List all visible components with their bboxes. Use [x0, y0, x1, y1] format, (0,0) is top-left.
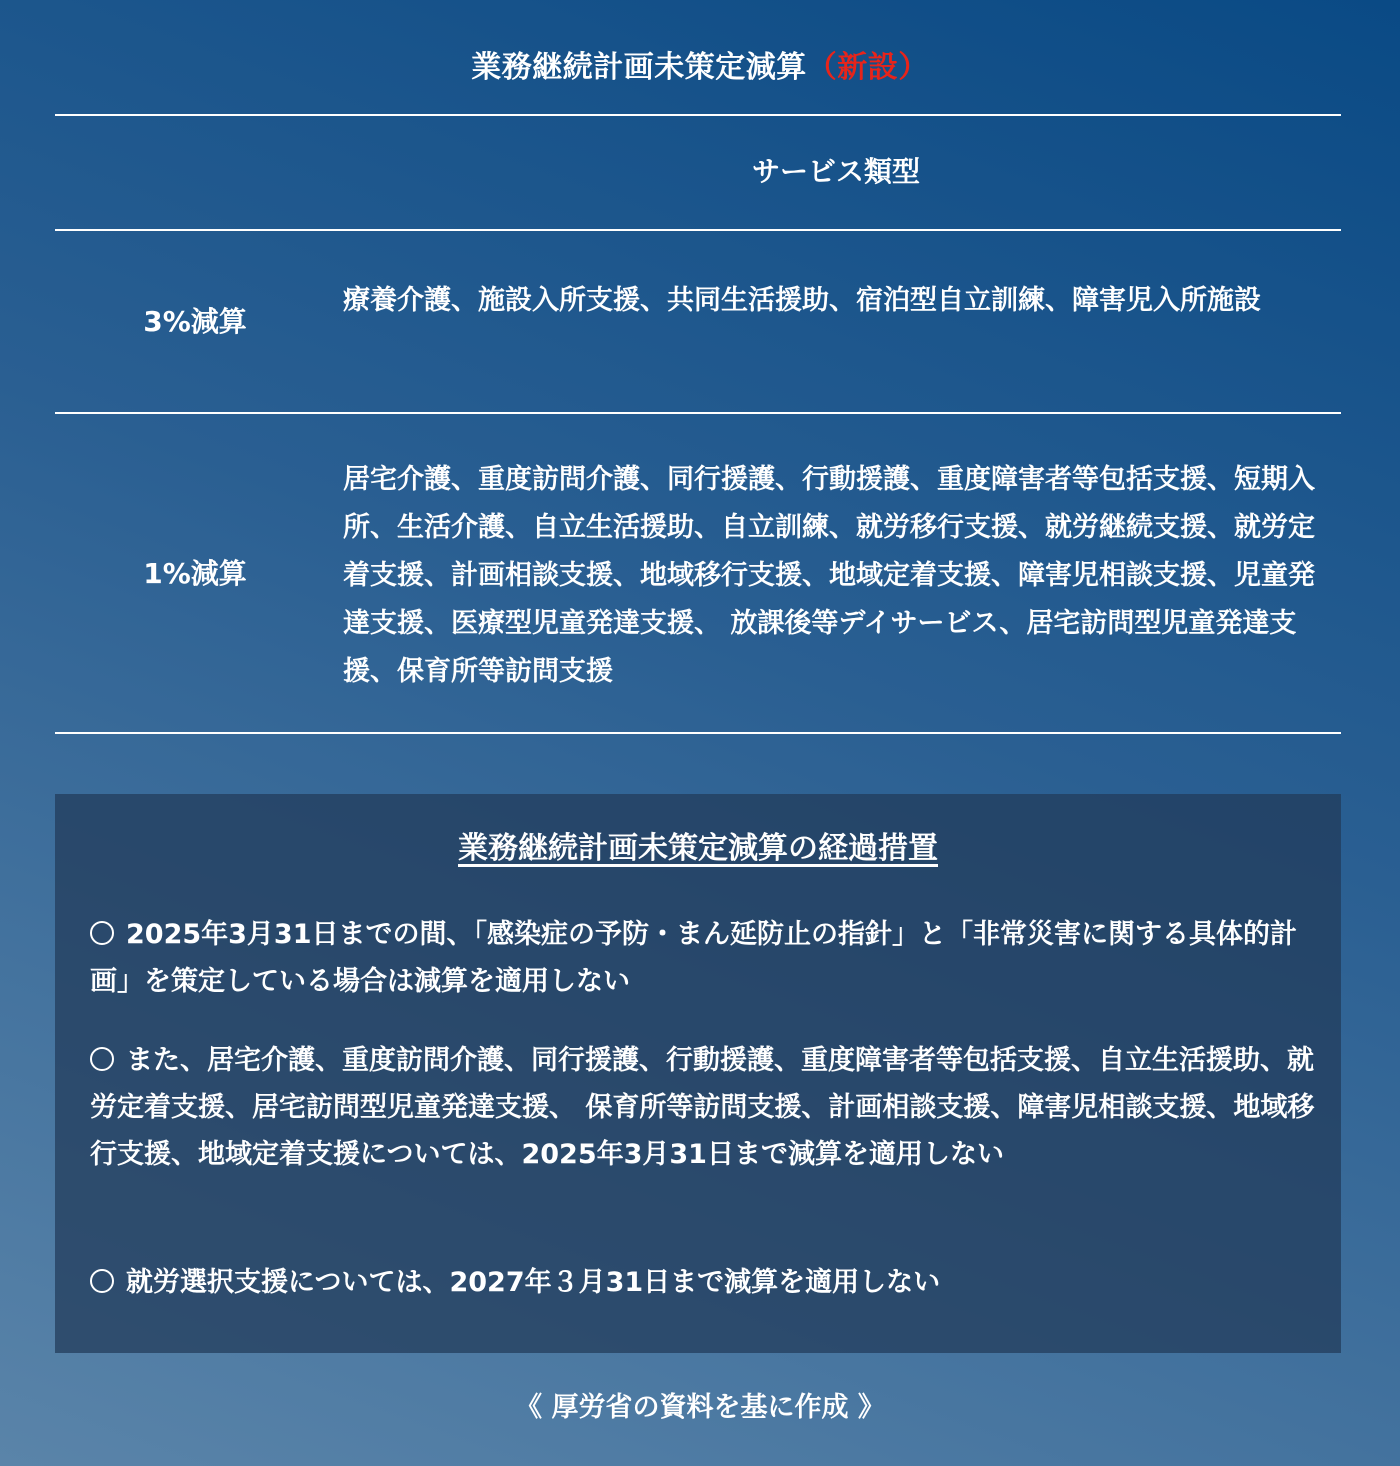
row-services-1-percent: 居宅介護、重度訪問介護、同行援護、行動援護、重度障害者等包括支援、短期入所、生活介護、自立生活援助、自立訓練、就労移行支援、就労継続支援、就労定着支援、計画相談支援、地域移行支援、地域定着支援、障害児相談支援、児童発達支援、医療型児童発達支援、 放課後等デイサービス、居宅訪問型児童発達支援、保育所等訪問支援 — [343, 464, 1315, 687]
table-header-service-type: サービス類型 — [751, 155, 920, 188]
note-item-1-text: 2025年3月31日までの間、「感染症の予防・まん延防止の指針」と「非常災害に関する具体的計画」を策定している場合は減算を適用しない — [90, 919, 1298, 997]
note-item-2-text: また、居宅介護、重度訪問介護、同行援護、行動援護、重度障害者等包括支援、自立生活援助、就労定着支援、居宅訪問型児童発達支援、 保育所等訪問支援、計画相談支援、障害児相談支援、地域移行支援、地域定着支援については、2025年3月31日まで減算を適用しない — [90, 1045, 1315, 1170]
row-label-1-percent: 1%減算 — [143, 557, 247, 590]
page-title — [0, 46, 1400, 90]
row-label-3-percent: 3%減算 — [143, 305, 247, 338]
circle-icon — [90, 1047, 114, 1071]
note-item-3-text: 就労選択支援については、2027年３月31日まで減算を適用しない — [126, 1267, 941, 1298]
row-services-3-percent: 療養介護、施設入所支援、共同生活援助、宿泊型自立訓練、障害児入所施設 — [343, 285, 1261, 316]
note-item-1 — [90, 911, 1315, 1005]
title-main: 業務継続計画未策定減算 — [471, 50, 807, 85]
note-item-3 — [90, 1259, 1315, 1306]
transitional-measures-title: 業務継続計画未策定減算の経過措置 — [458, 831, 938, 866]
table-top-rule — [55, 114, 1341, 116]
table-bottom-rule — [55, 732, 1341, 734]
source-note: 《 厚労省の資料を基に作成 》 — [515, 1392, 885, 1423]
table-header-rule — [55, 229, 1341, 231]
circle-icon — [90, 1269, 114, 1293]
circle-icon — [90, 921, 114, 945]
note-item-2 — [90, 1037, 1315, 1178]
table-row-rule — [55, 412, 1341, 414]
new-tag: （新設） — [806, 50, 929, 85]
